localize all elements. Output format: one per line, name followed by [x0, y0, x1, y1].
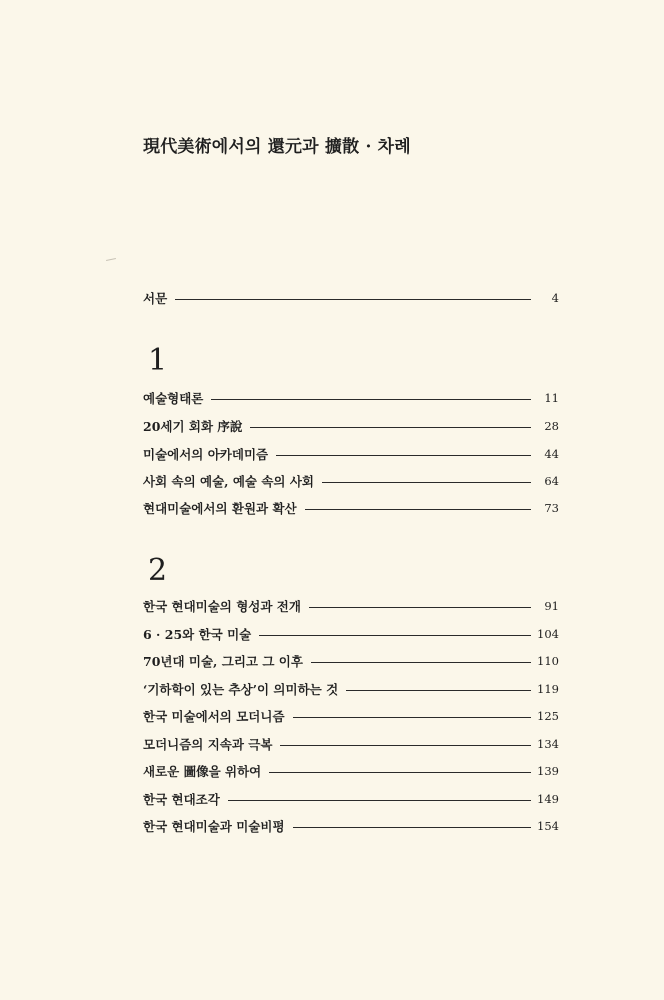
leader-line: [346, 690, 531, 691]
toc-entry-intro[interactable]: [143, 288, 559, 308]
toc-entry-page: 125: [537, 709, 559, 723]
leader-line: [309, 607, 531, 608]
toc-entry[interactable]: [143, 706, 559, 726]
toc-entry-title: 모더니즘의 지속과 극복: [143, 737, 273, 752]
toc-entry-page: 110: [537, 654, 559, 668]
toc-entry-page: 154: [537, 819, 559, 833]
leader-line: [280, 745, 531, 746]
toc-entry[interactable]: [143, 816, 559, 836]
toc-entry[interactable]: [143, 789, 559, 809]
leader-line: [322, 482, 531, 483]
toc-entry-title: 미술에서의 아카데미즘: [143, 447, 269, 462]
toc-entry-title: 20세기 회화 序說: [143, 419, 243, 434]
leader-line: [211, 399, 531, 400]
page-title: 現代美術에서의 還元과 擴散 · 차례: [143, 137, 411, 157]
toc-entry-page: 28: [544, 419, 559, 433]
toc-entry[interactable]: [143, 444, 559, 464]
toc-entry[interactable]: [143, 596, 559, 616]
toc-entry-title: 새로운 圖像을 위하여: [143, 764, 262, 779]
toc-entry[interactable]: [143, 388, 559, 408]
section-number-2: 2: [148, 553, 168, 588]
toc-entry-title: 한국 현대조각: [143, 792, 220, 807]
leader-line: [269, 772, 531, 773]
paper-speck: [106, 258, 116, 261]
toc-entry-title: 한국 미술에서의 모더니즘: [143, 709, 285, 724]
toc-entry-page: 134: [537, 737, 559, 751]
toc-entry-title: 6 · 25와 한국 미술: [143, 627, 252, 642]
toc-entry-page: 139: [537, 764, 559, 778]
toc-entry-page: 119: [537, 682, 559, 696]
toc-entry[interactable]: [143, 471, 559, 491]
leader-line: [250, 427, 531, 428]
toc-entry-page: 44: [544, 447, 559, 461]
toc-entry-page: 91: [544, 599, 559, 613]
leader-line: [276, 455, 531, 456]
toc-entry-title: 한국 현대미술의 형성과 전개: [143, 599, 301, 614]
section-number-1: 1: [148, 343, 168, 378]
toc-entry[interactable]: [143, 651, 559, 671]
toc-entry-page: 4: [551, 291, 559, 305]
toc-entry-title: 한국 현대미술과 미술비평: [143, 819, 285, 834]
toc-entry-title: 현대미술에서의 환원과 확산: [143, 501, 297, 516]
toc-entry[interactable]: [143, 416, 559, 436]
leader-line: [293, 717, 531, 718]
toc-entry-title: 서문: [143, 291, 168, 306]
toc-entry-title: 70년대 미술, 그리고 그 이후: [143, 654, 303, 669]
leader-line: [305, 509, 531, 510]
toc-entry[interactable]: [143, 761, 559, 781]
leader-line: [175, 299, 531, 300]
toc-entry[interactable]: [143, 679, 559, 699]
toc-entry-title: ‘기하학이 있는 추상’이 의미하는 것: [143, 682, 339, 697]
toc-entry-page: 104: [537, 627, 559, 641]
toc-entry-page: 73: [544, 501, 559, 515]
toc-entry-title: 예술형태론: [143, 391, 204, 406]
leader-line: [259, 635, 531, 636]
toc-entry-page: 11: [544, 391, 559, 405]
toc-entry-page: 64: [544, 474, 559, 488]
toc-entry[interactable]: [143, 734, 559, 754]
leader-line: [228, 800, 531, 801]
toc-entry[interactable]: [143, 624, 559, 644]
leader-line: [311, 662, 531, 663]
toc-entry-page: 149: [537, 792, 559, 806]
toc-entry-title: 사회 속의 예술, 예술 속의 사회: [143, 474, 315, 489]
leader-line: [293, 827, 531, 828]
toc-entry[interactable]: [143, 498, 559, 518]
